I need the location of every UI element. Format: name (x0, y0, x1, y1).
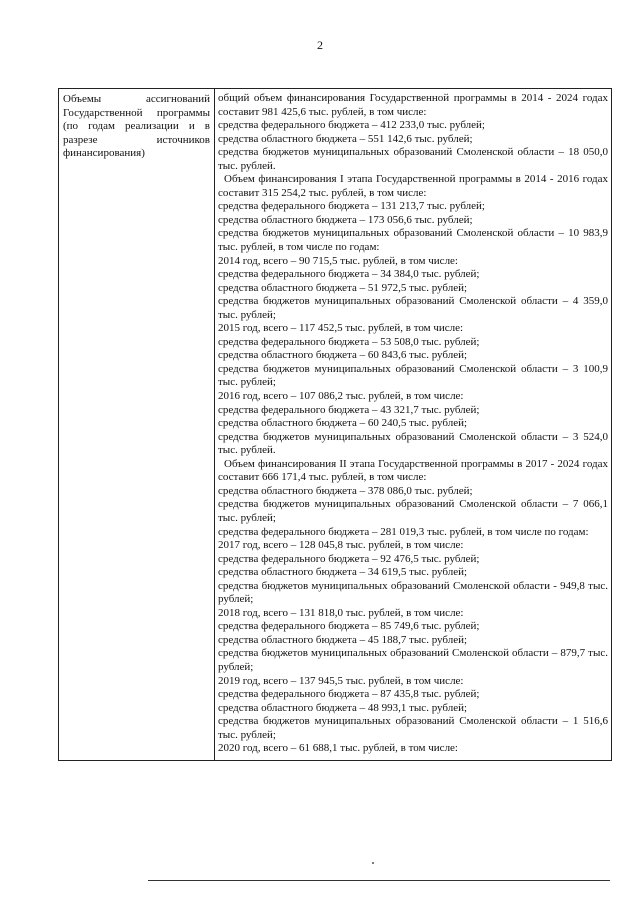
text-line: средства бюджетов муниципальных образований Смоленской области – 18 050,0 тыс. рублей. (218, 146, 608, 172)
text-line: 2020 год, всего – 61 688,1 тыс. рублей, в том числе: (218, 742, 458, 755)
financing-table (58, 88, 612, 761)
text-line: средства областного бюджета – 51 972,5 тыс. рублей; (218, 281, 468, 294)
text-line: средства федерального бюджета – 412 233,0 тыс. рублей; (218, 119, 485, 132)
text-line: средства федерального бюджета – 87 435,8 тыс. рублей; (218, 688, 480, 701)
text-line: средства бюджетов муниципальных образований Смоленской области – 3 100,9 тыс. рублей; (218, 362, 608, 389)
text-line: средства федерального бюджета – 34 384,0 тыс. рублей; (218, 268, 480, 281)
text-line: средства областного бюджета – 173 056,6 тыс. рублей; (218, 213, 473, 226)
text-line: Объем финансирования II этапа Государственной программы в 2017 - 2024 годах составит 666 171,4 тыс. рублей, в том числе: (218, 457, 608, 484)
text-line: 2014 год, всего – 90 715,5 тыс. рублей, в том числе: (218, 254, 458, 267)
text-line: средства областного бюджета – 45 188,7 тыс. рублей; (218, 633, 468, 646)
text-line: средства бюджетов муниципальных образований Смоленской области – 1 516,6 тыс. рублей; (218, 715, 608, 741)
text-line: средства областного бюджета – 378 086,0 тыс. рублей; (218, 484, 473, 497)
text-line: средства бюджетов муниципальных образований Смоленской области – 3 524,0 тыс. рублей. (218, 430, 608, 457)
text-line: средства бюджетов муниципальных образований Смоленской области – 7 066,1 тыс. рублей; (218, 498, 608, 524)
text-line: средства областного бюджета – 34 619,5 тыс. рублей; (218, 566, 468, 579)
text-line: средства бюджетов муниципальных образований Смоленской области - 949,8 тыс. рублей; (218, 579, 608, 606)
text-line: 2017 год, всего – 128 045,8 тыс. рублей, в том числе: (218, 539, 464, 552)
text-line: средства бюджетов муниципальных образований Смоленской области – 10 983,9 тыс. рублей, в том числе по годам: (218, 227, 608, 254)
text-line: 2018 год, всего – 131 818,0 тыс. рублей, в том числе: (218, 606, 464, 619)
footer-rule (148, 880, 610, 881)
scan-speck (372, 862, 374, 864)
text-line: общий объем финансирования Государственной программы в 2014 - 2024 годах составит 981 425,6 тыс. рублей, в том числе: (218, 92, 608, 118)
text-line: 2016 год, всего – 107 086,2 тыс. рублей, в том числе: (218, 390, 464, 403)
text-line: Объем финансирования I этапа Государственной программы в 2014 - 2016 годах составит 315 254,2 тыс. рублей, в том числе: (218, 173, 608, 199)
text-line: 2015 год, всего – 117 452,5 тыс. рублей, в том числе: (218, 322, 464, 335)
text-line: средства федерального бюджета – 43 321,7 тыс. рублей; (218, 403, 480, 416)
text-line: средства областного бюджета – 60 843,6 тыс. рублей; (218, 349, 468, 362)
text-line: средства федерального бюджета – 85 749,6 тыс. рублей; (218, 620, 480, 633)
table-label-cell: Объемы ассигнований Государственной программы (по годам реализации и в разрезе источников финансирования) (59, 89, 215, 760)
text-line: средства федерального бюджета – 281 019,3 тыс. рублей, в том числе по годам: (218, 525, 589, 538)
page-number: 2 (317, 38, 323, 52)
text-line: средства федерального бюджета – 131 213,7 тыс. рублей; (218, 200, 485, 213)
text-line: 2019 год, всего – 137 945,5 тыс. рублей, в том числе: (218, 674, 464, 687)
text-line: средства федерального бюджета – 53 508,0 тыс. рублей; (218, 335, 480, 348)
text-line: средства областного бюджета – 48 993,1 тыс. рублей; (218, 701, 468, 714)
text-line: средства федерального бюджета – 92 476,5 тыс. рублей; (218, 552, 480, 565)
text-line: средства областного бюджета – 551 142,6 тыс. рублей; (218, 132, 473, 145)
text-line: средства бюджетов муниципальных образований Смоленской области – 4 359,0 тыс. рублей; (218, 295, 608, 321)
text-line: средства бюджетов муниципальных образований Смоленской области – 879,7 тыс. рублей; (218, 647, 608, 673)
text-line: средства областного бюджета – 60 240,5 тыс. рублей; (218, 417, 468, 430)
table-content-cell (215, 89, 611, 760)
